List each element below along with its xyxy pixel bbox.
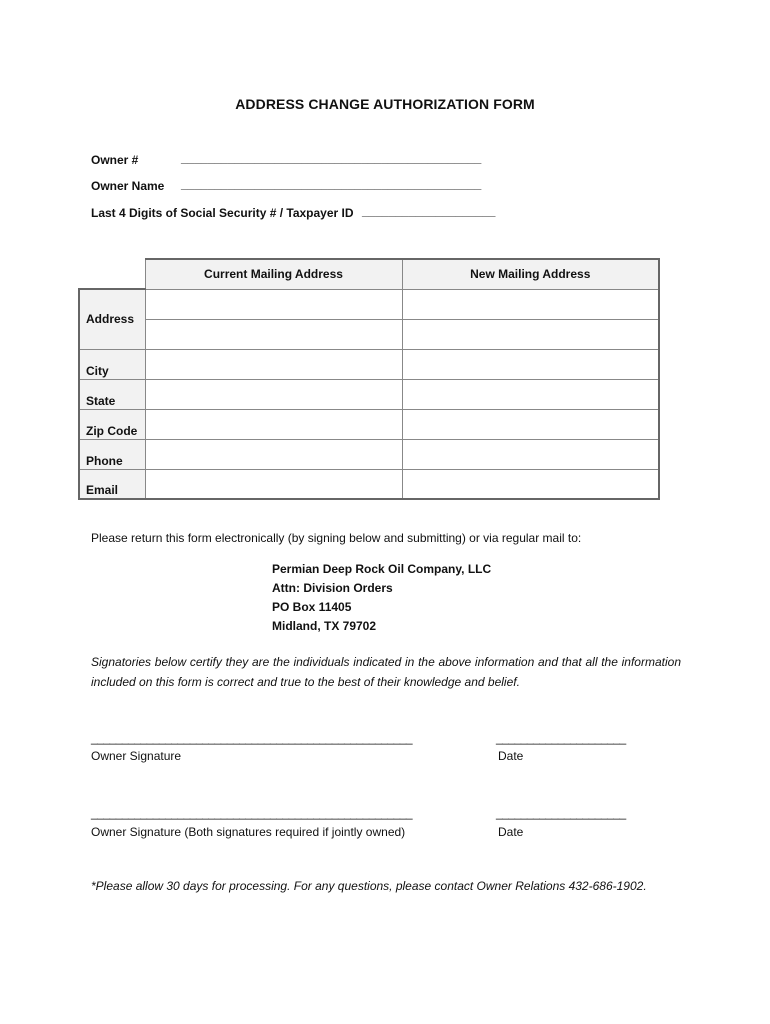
current-city-cell[interactable] bbox=[145, 349, 402, 379]
current-phone-cell[interactable] bbox=[145, 439, 402, 469]
row-label-zip: Zip Code bbox=[79, 409, 145, 439]
owner-signature-line-2[interactable]: ____________________________________________________ bbox=[91, 806, 413, 820]
row-label-phone: Phone bbox=[79, 439, 145, 469]
column-header-new: New Mailing Address bbox=[402, 259, 659, 289]
row-label-email: Email bbox=[79, 469, 145, 499]
ssn-label: Last 4 Digits of Social Security # / Taxpayer ID bbox=[91, 206, 354, 220]
attention-line: Attn: Division Orders bbox=[272, 581, 393, 595]
address-table bbox=[78, 258, 660, 500]
owner-name-field[interactable]: _____________________________________________ bbox=[181, 177, 482, 191]
owner-name-label: Owner Name bbox=[91, 179, 165, 193]
company-name: Permian Deep Rock Oil Company, LLC bbox=[272, 562, 492, 576]
new-state-cell[interactable] bbox=[402, 379, 659, 409]
new-address-line1[interactable] bbox=[402, 289, 659, 319]
new-email-cell[interactable] bbox=[402, 469, 659, 499]
current-zip-cell[interactable] bbox=[145, 409, 402, 439]
current-state-cell[interactable] bbox=[145, 379, 402, 409]
owner-number-row bbox=[91, 151, 482, 167]
new-city-cell[interactable] bbox=[402, 349, 659, 379]
date-line-1[interactable]: _____________________ bbox=[496, 731, 626, 745]
table-corner bbox=[79, 259, 145, 289]
ssn-row bbox=[91, 204, 496, 220]
new-phone-cell[interactable] bbox=[402, 439, 659, 469]
processing-note: *Please allow 30 days for processing. For any questions, please contact Owner Relations 432-686-1902. bbox=[91, 879, 647, 893]
date-line-2[interactable]: _____________________ bbox=[496, 806, 626, 820]
owner-signature-line-1[interactable]: ____________________________________________________ bbox=[91, 731, 413, 745]
row-label-address: Address bbox=[79, 289, 145, 349]
current-address-line2[interactable] bbox=[145, 319, 402, 349]
return-instructions: Please return this form electronically (by signing below and submitting) or via regular mail to: bbox=[91, 531, 582, 545]
city-state-zip: Midland, TX 79702 bbox=[272, 619, 377, 633]
row-label-city: City bbox=[79, 349, 145, 379]
ssn-field[interactable]: ____________________ bbox=[362, 204, 496, 218]
po-box: PO Box 11405 bbox=[272, 600, 352, 614]
column-header-current: Current Mailing Address bbox=[145, 259, 402, 289]
date-label-1: Date bbox=[498, 749, 524, 763]
form-title: ADDRESS CHANGE AUTHORIZATION FORM bbox=[235, 96, 535, 112]
owner-number-label: Owner # bbox=[91, 153, 139, 167]
new-zip-cell[interactable] bbox=[402, 409, 659, 439]
certification-statement: Signatories below certify they are the individuals indicated in the above information and that all the information included on this form is correct and true to the best of their knowledge and belief. bbox=[91, 655, 681, 689]
new-address-line2[interactable] bbox=[402, 319, 659, 349]
current-email-cell[interactable] bbox=[145, 469, 402, 499]
owner-number-field[interactable]: _____________________________________________ bbox=[181, 151, 482, 165]
owner-signature-label-2: Owner Signature (Both signatures required if jointly owned) bbox=[91, 825, 406, 839]
current-address-line1[interactable] bbox=[145, 289, 402, 319]
mailing-address-block bbox=[272, 560, 491, 636]
owner-name-row bbox=[91, 177, 482, 193]
date-label-2: Date bbox=[498, 825, 524, 839]
owner-signature-label-1: Owner Signature bbox=[91, 749, 182, 763]
row-label-state: State bbox=[79, 379, 145, 409]
